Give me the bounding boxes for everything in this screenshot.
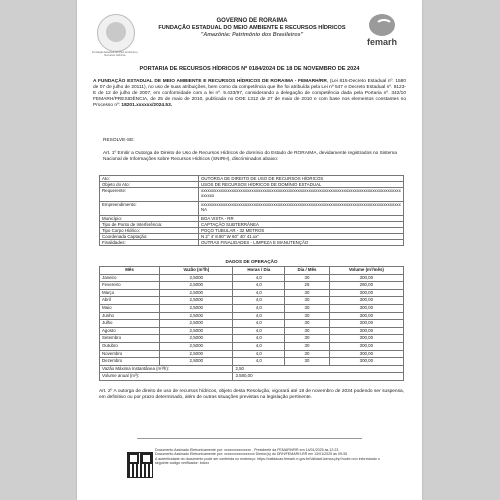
details-row — [100, 240, 404, 246]
month-cell: Novembro — [100, 350, 160, 358]
column-header: Volume (m³/mês) — [329, 267, 403, 275]
column-header: Vazão (m³/h) — [160, 267, 233, 275]
value-cell: 4,0 — [233, 297, 285, 305]
details-value: BOA VISTA - RR — [199, 216, 404, 222]
value-cell: 4,0 — [233, 358, 285, 366]
table-row — [100, 289, 404, 297]
intro-body: , (Lei 815-Decreto Estadual nº. 1580 de 07 de julho de 20111), no uso de suas atribuições, bem como da competência que lhe foi atribuída pela Lei nº 547 e Decreto Estadual nº. 8123-E de 12 de julho de 2007, em conformidade com a lei nº. 9.433/97, considerando a delegação de competência dada pela Portaria nº. 342/10 FEMARH/PRESIDÊNCIA, de 25 de maio de 2010, publicada no DOE 1312 de 27 de maio de 2010 e com base nos elementos constantes no Processo nº: — [93, 79, 407, 108]
month-cell: Setembro — [100, 335, 160, 343]
value-cell: 2,5000 — [160, 358, 233, 366]
document-page — [77, 0, 422, 500]
state-seal-icon — [97, 14, 135, 52]
details-value: N 2° 4' 8.80" W 60° 40' 41.xx" — [199, 234, 404, 240]
details-label: Objeto do Ato: — [100, 182, 199, 188]
details-row — [100, 188, 404, 202]
value-cell: 300,00 — [329, 297, 403, 305]
value-cell: 30 — [285, 312, 330, 320]
signature-footer — [155, 448, 390, 466]
details-label: Município: — [100, 216, 199, 222]
value-cell: 2,5000 — [160, 327, 233, 335]
signature-line-2: Documento Assinado Eletronicamente por: xxxxxxxxxxxxxxxxx Diretor(a) do DRH/FEMARH-RR em 13/01/2025 às 09:35 — [155, 452, 347, 457]
value-cell: 300,00 — [329, 312, 403, 320]
value-cell: 2,5000 — [160, 350, 233, 358]
value-cell: 2,5000 — [160, 274, 233, 282]
table-row — [100, 358, 404, 366]
value-cell: 2,5000 — [160, 312, 233, 320]
month-cell: Agosto — [100, 327, 160, 335]
footer-divider — [137, 438, 362, 439]
government-name: GOVERNO DE RORAIMA — [216, 18, 288, 24]
intro-paragraph — [93, 79, 406, 109]
value-cell: 30 — [285, 304, 330, 312]
summary-value: 2,50 — [233, 365, 404, 373]
summary-value: 3.580,00 — [233, 373, 404, 381]
details-label: Requerente: — [100, 188, 199, 202]
value-cell: 28 — [285, 282, 330, 290]
month-cell: Dezembro — [100, 358, 160, 366]
table-row — [100, 335, 404, 343]
table-row — [100, 320, 404, 328]
month-cell: Maio — [100, 304, 160, 312]
value-cell: 300,00 — [329, 274, 403, 282]
value-cell: 4,0 — [233, 312, 285, 320]
value-cell: 30 — [285, 327, 330, 335]
letterhead — [147, 18, 357, 39]
table-row — [100, 304, 404, 312]
value-cell: 4,0 — [233, 320, 285, 328]
details-row — [100, 202, 404, 216]
month-cell: Março — [100, 289, 160, 297]
column-header: Mês — [100, 267, 160, 275]
column-header: Horas / Dia — [233, 267, 285, 275]
value-cell: 300,00 — [329, 350, 403, 358]
value-cell: 30 — [285, 358, 330, 366]
summary-label: Volume anual (m³): — [100, 373, 233, 381]
value-cell: 4,0 — [233, 289, 285, 297]
femarh-logo — [358, 14, 406, 47]
value-cell: 30 — [285, 320, 330, 328]
value-cell: 2,5000 — [160, 297, 233, 305]
value-cell: 2,5000 — [160, 335, 233, 343]
month-cell: Julho — [100, 320, 160, 328]
operation-data-heading: DADOS DE OPERAÇÃO — [225, 259, 278, 264]
value-cell: 2,5000 — [160, 282, 233, 290]
value-cell: 4,0 — [233, 274, 285, 282]
summary-row — [100, 373, 404, 381]
operation-data-table — [99, 266, 404, 381]
value-cell: 2,5000 — [160, 289, 233, 297]
value-cell: 4,0 — [233, 335, 285, 343]
table-row — [100, 327, 404, 335]
value-cell: 300,00 — [329, 342, 403, 350]
details-value: xxxxxxxxxxxxxxxxxxxxxxxxxxxxxxxxxxxxxxxxxxxxxxxxxxxxxxxxxxxxxxxxxxxxxxxxxxxxxxxxxxxxxxxxxxxNA — [199, 202, 404, 216]
table-row — [100, 312, 404, 320]
signature-line-1: Documento Assinado Eletronicamente por: xxxxxxxxxxxxxxx , Presidente da FEMARH/RR em 14/01/2025 às 12:23 — [155, 448, 339, 452]
intro-lead: A FUNDAÇÃO ESTADUAL DE MEIO AMBIENTE E RECURSOS HÍDRICOS DE RORAIMA - FEMARH/RR — [93, 79, 327, 84]
details-value: xxxxxxxxxxxxxxxxxxxxxxxxxxxxxxxxxxxxxxxxxxxxxxxxxxxxxxxxxxxxxxxxxxxxxxxxxxxxxxxxxxxxxxxxxxxxxxxxx — [199, 188, 404, 202]
seal-caption: Fundação Estadual do Meio Ambiente e Recursos Hídricos — [92, 51, 138, 57]
process-number: 18201.xxxxxx/2024.53. — [121, 103, 173, 108]
value-cell: 300,00 — [329, 320, 403, 328]
organization-name: FUNDAÇÃO ESTADUAL DO MEIO AMBIENTE E RECURSOS HÍDRICOS — [158, 25, 346, 31]
table-row — [100, 342, 404, 350]
details-label: Empreendimento: — [100, 202, 199, 216]
value-cell: 4,0 — [233, 327, 285, 335]
logo-text: femarh — [366, 37, 397, 47]
value-cell: 300,00 — [329, 327, 403, 335]
value-cell: 300,00 — [329, 335, 403, 343]
value-cell: 30 — [285, 350, 330, 358]
value-cell: 2,5000 — [160, 320, 233, 328]
value-cell: 30 — [285, 297, 330, 305]
value-cell: 30 — [285, 342, 330, 350]
value-cell: 30 — [285, 335, 330, 343]
details-value: POÇO TUBULAR - 32 METROS — [199, 228, 404, 234]
table-row — [100, 350, 404, 358]
value-cell: 280,00 — [329, 282, 403, 290]
slogan: "Amazônia: Patrimônio dos Brasileiros" — [200, 32, 304, 38]
document-title: PORTARIA DE RECURSOS HÍDRICOS Nº 0184/2024 DE 18 DE NOVEMBRO DE 2024 — [139, 66, 360, 72]
details-value: USOS DE RECURSOS HÍDRICOS DE DOMÍNIO ESTADUAL — [199, 182, 404, 188]
value-cell: 30 — [285, 289, 330, 297]
value-cell: 2,5000 — [160, 304, 233, 312]
article-2: Art. 2º A outorga de direito de uso de recursos hídricos, objeto desta Resolução, vigorará até 18 de novembro de 2034 podendo ser suspensa, em definitivo ou por prazo determinado, além de outras situações previstas na legislação pertinente. — [99, 389, 404, 400]
details-label: Ato: — [100, 176, 199, 182]
column-header: Dia / Mês — [285, 267, 330, 275]
summary-label: Vazão Máxima Instantânea (m³/h): — [100, 365, 233, 373]
value-cell: 4,0 — [233, 342, 285, 350]
details-label: Tipo de Ponto de Interferência: — [100, 222, 199, 228]
month-cell: Outubro — [100, 342, 160, 350]
value-cell: 300,00 — [329, 289, 403, 297]
details-label: Coordenada Captação: — [100, 234, 199, 240]
month-cell: Abril — [100, 297, 160, 305]
details-label: Finalidades: — [100, 240, 199, 246]
article-1: Art. 1º Emitir a Outorga de Direito de Uso de Recursos Hídricos de domínio do Estado de RORAIMA, devidamente registrados no Sistema Nacional de Informações sobre Recursos Hídricos (SNIRH), discriminados abaixo: — [103, 151, 397, 162]
table-row — [100, 282, 404, 290]
details-label: Tipo Corpo Hídrico: — [100, 228, 199, 234]
month-cell: Junho — [100, 312, 160, 320]
verification-line: A autenticidade do documento pode ser conferida no endereço: https://validacao.femarh.rr.gov.br/ValidarLicenca.php?code=xxx informando o seguinte código verificador: bdcxx — [155, 456, 380, 466]
value-cell: 30 — [285, 274, 330, 282]
month-cell: Fevereiro — [100, 282, 160, 290]
resolve-heading: RESOLVE-SE: — [103, 138, 135, 143]
value-cell: 4,0 — [233, 282, 285, 290]
grant-details-table — [99, 175, 404, 246]
table-row — [100, 297, 404, 305]
value-cell: 2,5000 — [160, 342, 233, 350]
summary-row — [100, 365, 404, 373]
details-value: OUTRAS FINALIDADES - LIMPEZA E MANUTENÇÃO — [199, 240, 404, 246]
table-row — [100, 274, 404, 282]
value-cell: 4,0 — [233, 350, 285, 358]
value-cell: 300,00 — [329, 358, 403, 366]
details-value: OUTORGA DE DIREITO DE USO DE RECURSOS HÍDRICOS — [199, 176, 404, 182]
month-cell: Janeiro — [100, 274, 160, 282]
value-cell: 300,00 — [329, 304, 403, 312]
value-cell: 4,0 — [233, 304, 285, 312]
qr-code-icon — [127, 452, 153, 478]
femarh-logo-icon — [369, 14, 395, 36]
details-value: CAPTAÇÃO SUBTERRÂNEA — [199, 222, 404, 228]
